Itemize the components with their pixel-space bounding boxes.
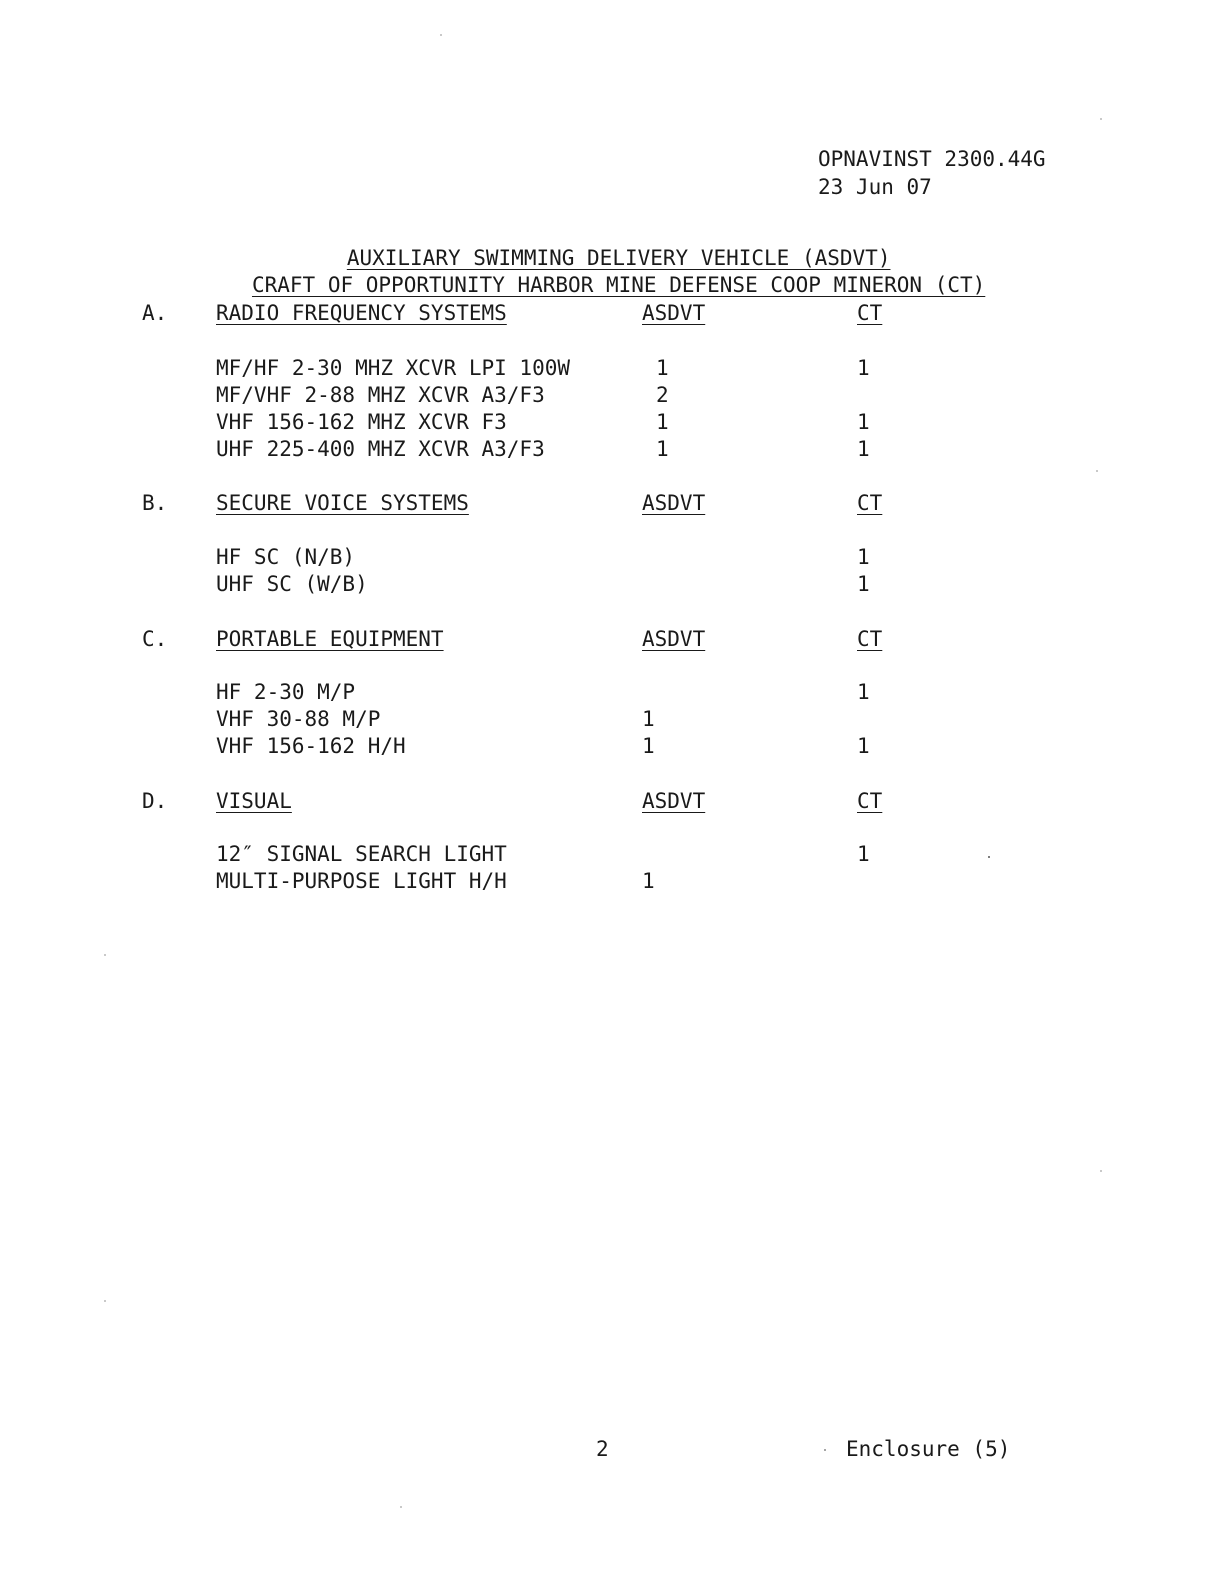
table-row-ct: 1: [857, 680, 870, 704]
table-row-item: UHF SC (W/B): [216, 572, 368, 596]
column-header-ct: CT: [857, 627, 883, 651]
column-header-ct: CT: [857, 301, 883, 325]
section-heading: VISUAL: [216, 789, 292, 813]
section-heading: SECURE VOICE SYSTEMS: [216, 491, 469, 515]
section-heading: RADIO FREQUENCY SYSTEMS: [216, 301, 507, 325]
table-row-ct: 1: [857, 356, 870, 380]
table-row-asdvt: 1: [642, 734, 655, 758]
scan-speck: [988, 856, 990, 858]
scan-speck: [1100, 1170, 1102, 1172]
table-row-ct: 1: [857, 572, 870, 596]
table-row-item: MF/VHF 2-88 MHZ XCVR A3/F3: [216, 383, 545, 407]
table-row-item: 12″ SIGNAL SEARCH LIGHT: [216, 842, 507, 866]
column-header-asdvt: ASDVT: [642, 789, 706, 813]
table-row-item: HF SC (N/B): [216, 545, 356, 569]
table-row-asdvt: 1: [642, 707, 655, 731]
section-letter: C.: [142, 627, 168, 651]
table-row-asdvt: 1: [642, 869, 655, 893]
table-row-ct: 1: [857, 545, 870, 569]
table-row-item: VHF 156-162 MHZ XCVR F3: [216, 410, 507, 434]
table-row-asdvt: 1: [656, 437, 669, 461]
scan-speck: [104, 954, 106, 956]
section-letter: A.: [142, 301, 168, 325]
enclosure-label: Enclosure (5): [846, 1437, 1011, 1461]
scan-speck: [104, 1300, 106, 1302]
section-heading: PORTABLE EQUIPMENT: [216, 627, 444, 651]
table-row-asdvt: 1: [656, 410, 669, 434]
scan-speck: [1096, 470, 1098, 472]
table-row-item: MULTI-PURPOSE LIGHT H/H: [216, 869, 507, 893]
column-header-asdvt: ASDVT: [642, 627, 706, 651]
section-letter: B.: [142, 491, 168, 515]
scan-speck: [440, 34, 442, 36]
table-row-ct: 1: [857, 410, 870, 434]
table-row-ct: 1: [857, 437, 870, 461]
title-line-2: CRAFT OF OPPORTUNITY HARBOR MINE DEFENSE COOP MINERON (CT): [251, 273, 986, 297]
scan-speck: [824, 1449, 826, 1451]
table-row-item: VHF 30-88 M/P: [216, 707, 381, 731]
table-row-item: HF 2-30 M/P: [216, 680, 356, 704]
table-row-ct: 1: [857, 734, 870, 758]
table-row-item: MF/HF 2-30 MHZ XCVR LPI 100W: [216, 356, 571, 380]
column-header-asdvt: ASDVT: [642, 491, 706, 515]
table-row-ct: 1: [857, 842, 870, 866]
document-date: 23 Jun 07: [818, 175, 932, 199]
scan-speck: [400, 1506, 402, 1508]
column-header-asdvt: ASDVT: [642, 301, 706, 325]
table-row-item: VHF 156-162 H/H: [216, 734, 406, 758]
document-id: OPNAVINST 2300.44G: [818, 147, 1046, 171]
scan-speck: [1100, 118, 1102, 120]
title-line-1: AUXILIARY SWIMMING DELIVERY VEHICLE (ASDVT): [346, 246, 891, 270]
section-letter: D.: [142, 789, 168, 813]
table-row-asdvt: 1: [656, 356, 669, 380]
column-header-ct: CT: [857, 789, 883, 813]
page-number: 2: [596, 1437, 609, 1461]
table-row-item: UHF 225-400 MHZ XCVR A3/F3: [216, 437, 545, 461]
column-header-ct: CT: [857, 491, 883, 515]
table-row-asdvt: 2: [656, 383, 669, 407]
